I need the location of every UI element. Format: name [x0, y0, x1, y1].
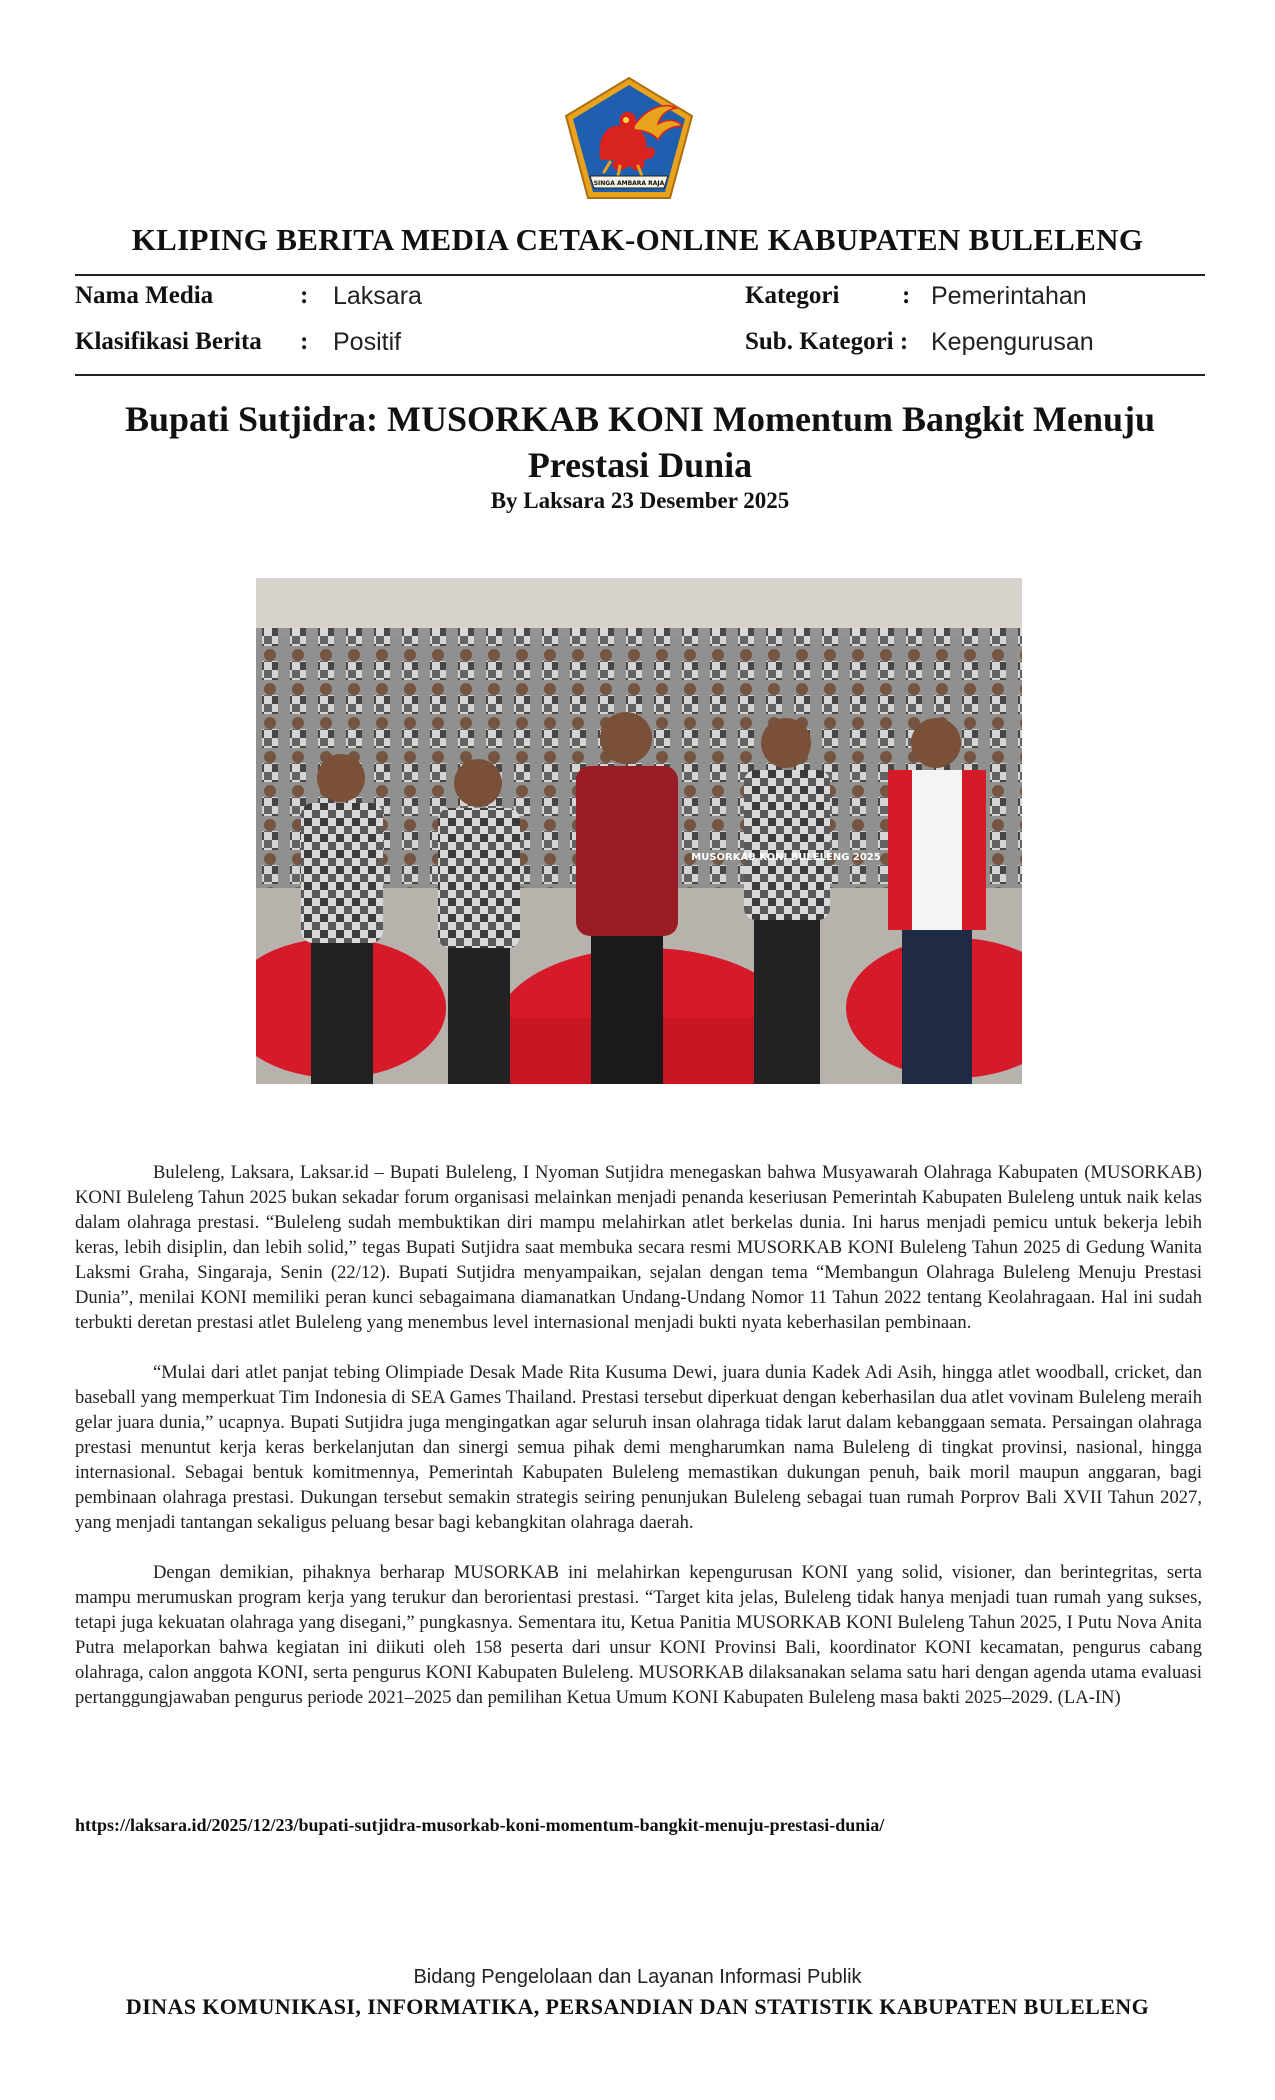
- article-paragraph-1: Buleleng, Laksara, Laksar.id – Bupati Buleleng, I Nyoman Sutjidra menegaskan bahwa Musyawarah Olahraga Kabupaten (MUSORKAB) KONI Buleleng Tahun 2025 bukan sekadar forum organisasi melainkan menjadi penanda keseriusan Pemerintah Kabupaten Buleleng untuk naik kelas dalam olahraga prestasi. “Buleleng sudah membuktikan diri mampu melahirkan atlet berkelas dunia. Ini harus menjadi pemicu untuk bekerja lebih keras, lebih disiplin, dan lebih solid,” tegas Bupati Sutjidra saat membuka secara resmi MUSORKAB KONI Buleleng Tahun 2025 di Gedung Wanita Laksmi Graha, Singaraja, Senin (22/12). Bupati Sutjidra menyampaikan, sejalan dengan tema “Membangun Olahraga Buleleng Menuju Prestasi Dunia”, menilai KONI memiliki peran kunci sebagaimana diamanatkan Undang-Undang Nomor 11 Tahun 2022 tentang Keolahragaan. Hal ini sudah terbukti deretan prestasi atlet Buleleng yang menembus level internasional menjadi bukti nyata keberhasilan pembinaan.: [75, 1162, 1202, 1333]
- meta-colon: :: [902, 282, 911, 309]
- footer-division: Bidang Pengelolaan dan Layanan Informasi Publik: [413, 1966, 862, 1988]
- logo-banner-text: SINGA AMBARA RAJA: [593, 180, 665, 187]
- footer-agency: DINAS KOMUNIKASI, INFORMATIKA, PERSANDIAN DAN STATISTIK KABUPATEN BULELENG: [125, 1994, 1150, 2019]
- meta-label-nama-media: Nama Media: [75, 282, 214, 309]
- article-photo: [256, 578, 1022, 1084]
- article-paragraph-3: Dengan demikian, pihaknya berharap MUSORKAB ini melahirkan kepengurusan KONI yang solid, visioner, dan berintegritas, serta mampu merumuskan program kerja yang terukur dan berorientasi prestasi. “Target kita jelas, Buleleng tidak hanya menjadi tuan rumah yang sukses, tetapi juga kekuatan olahraga yang disegani,” pungkasnya. Sementara itu, Ketua Panitia MUSORKAB KONI Buleleng Tahun 2025, I Putu Nova Anita Putra melaporkan bahwa kegiatan ini diikuti oleh 158 peserta dari unsur KONI Provinsi Bali, koordinator KONI kecamatan, pengurus cabang olahraga, calon anggota KONI, serta pengurus KONI Kabupaten Buleleng. MUSORKAB dilaksanakan selama satu hari dengan agenda utama evaluasi pertanggungjawaban pengurus periode 2021–2025 dan pemilihan Ketua Umum KONI Kabupaten Buleleng masa bakti 2025–2029. (LA-IN): [75, 1562, 1202, 1708]
- meta-label-klasifikasi: Klasifikasi Berita: [75, 328, 262, 355]
- meta-value-kategori: Pemerintahan: [931, 282, 1087, 310]
- lion-emblem-icon: [560, 74, 698, 202]
- jersey-print-text: MUSORKAB KONI BULELENG 2025: [691, 852, 881, 863]
- event-photo-illustration: [256, 578, 1022, 1084]
- meta-value-sub-kategori: Kepengurusan: [931, 328, 1094, 356]
- regency-logo: [560, 74, 698, 202]
- divider-top: [75, 274, 1205, 276]
- meta-label-kategori: Kategori: [745, 282, 840, 309]
- divider-bottom: [75, 374, 1205, 376]
- article-byline: By Laksara 23 Desember 2025: [490, 488, 790, 513]
- meta-value-klasifikasi: Positif: [333, 328, 402, 356]
- meta-value-nama-media: Laksara: [333, 282, 422, 310]
- meta-colon: :: [300, 328, 309, 355]
- meta-colon: :: [300, 282, 309, 309]
- article-body: [75, 1160, 1202, 1735]
- clipping-title: KLIPING BERITA MEDIA CETAK-ONLINE KABUPATEN BULELENG: [131, 222, 1144, 257]
- article-paragraph-2: “Mulai dari atlet panjat tebing Olimpiade Desak Made Rita Kusuma Dewi, juara dunia Kadek Adi Asih, hingga atlet woodball, cricket, dan baseball yang memperkuat Tim Indonesia di SEA Games Thailand. Prestasi tersebut diperkuat dengan keberhasilan dua atlet vovinam Buleleng meraih gelar juara dunia,” ucapnya. Bupati Sutjidra juga mengingatkan agar seluruh insan olahraga tidak larut dalam kebanggaan semata. Persaingan olahraga prestasi menuntut kerja keras berkelanjutan dan sinergi semua pihak demi mengharumkan nama Buleleng di tingkat provinsi, nasional, hingga internasional. Sebagai bentuk komitmennya, Pemerintah Kabupaten Buleleng memastikan dukungan penuh, baik moril maupun anggaran, bagi pembinaan olahraga prestasi. Dukungan tersebut semakin strategis seiring penunjukan Buleleng sebagai tuan rumah Porprov Bali XVII Tahun 2027, yang menjadi tantangan sekaligus peluang besar bagi kebangkitan olahraga daerah.: [75, 1362, 1202, 1533]
- article-headline: Bupati Sutjidra: MUSORKAB KONI Momentum Bangkit Menuju Prestasi Dunia: [124, 399, 1156, 485]
- source-link[interactable]: https://laksara.id/2025/12/23/bupati-sutjidra-musorkab-koni-momentum-bangkit-menuju-prestasi-dunia/: [75, 1815, 885, 1835]
- meta-label-sub-kategori: Sub. Kategori :: [745, 328, 909, 355]
